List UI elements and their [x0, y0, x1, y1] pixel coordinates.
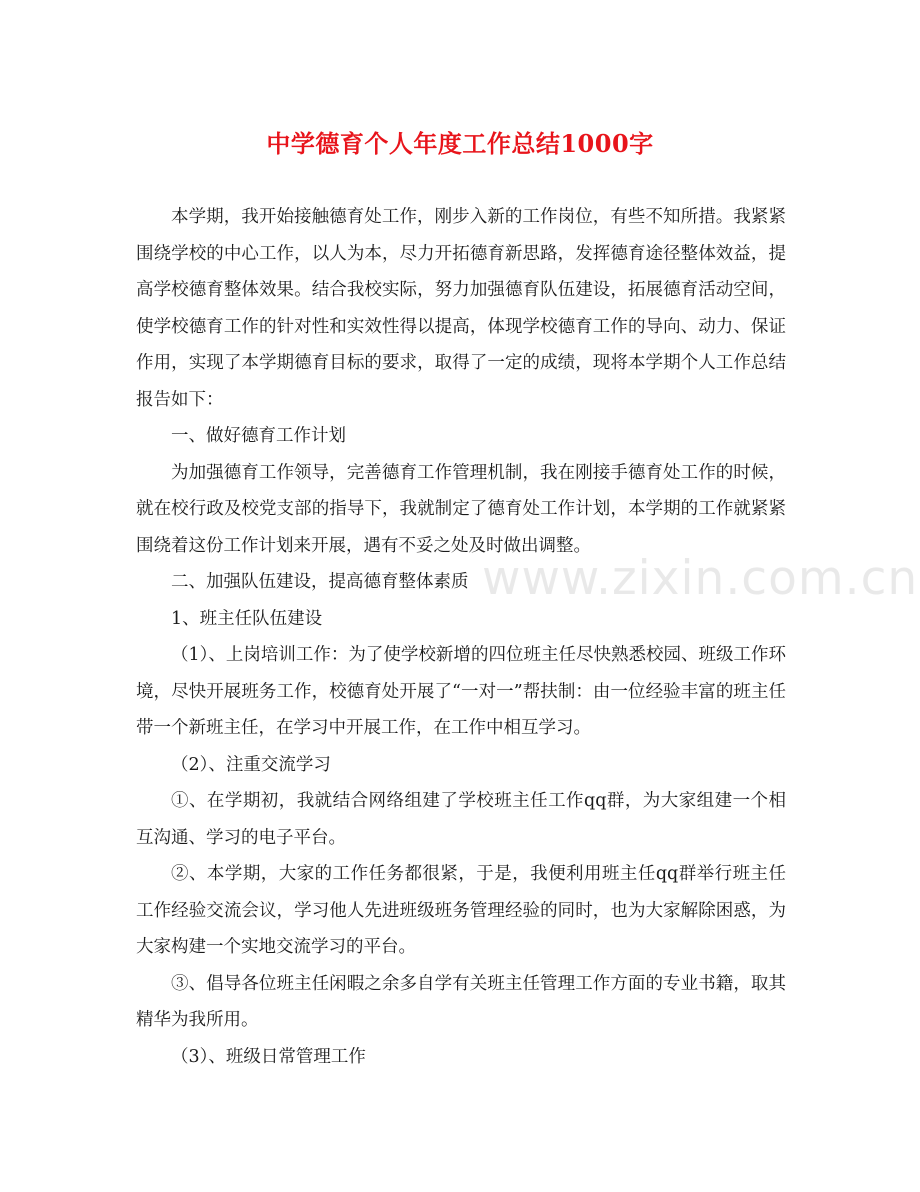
paragraph-point-3: ③、倡导各位班主任闲暇之余多自学有关班主任管理工作方面的专业书籍，取其精华为我所用。 [136, 973, 786, 1030]
heading-section-1: 一、做好德育工作计划 [171, 426, 346, 446]
heading-subsection-1: 1、班主任队伍建设 [171, 608, 323, 629]
paragraph-point-1: ①、在学期初，我就结合网络组建了学校班主任工作qq群，为大家组建一个相互沟通、学习的电子平台。 [136, 791, 786, 848]
paragraph-plan: 为加强德育工作领导，完善德育工作管理机制，我在刚接手德育处工作的时候，就在校行政及校党支部的指导下，我就制定了德育处工作计划，本学期的工作就紧紧围绕着这份工作计划来开展，遇有不妥之处及时做出调整。 [136, 462, 786, 556]
document-title: 中学德育个人年度工作总结1000字 [266, 129, 654, 158]
document-body [136, 199, 786, 1075]
heading-section-2: 二、加强队伍建设，提高德育整体素质 [171, 572, 469, 592]
paragraph-point-2: ②、本学期，大家的工作任务都很紧，于是，我便利用班主任qq群举行班主任工作经验交流会议，学习他人先进班级班务管理经验的同时，也为大家解除困惑，为大家构建一个实地交流学习的平台。 [136, 864, 786, 957]
heading-item-2: （2）、注重交流学习 [171, 754, 331, 775]
paragraph-intro: 本学期，我开始接触德育处工作，刚步入新的工作岗位，有些不知所措。我紧紧围绕学校的中心工作，以人为本，尽力开拓德育新思路，发挥德育途径整体效益，提高学校德育整体效果。结合我校实际，努力加强德育队伍建设，拓展德育活动空间，使学校德育工作的针对性和实效性得以提高，体现学校德育工作的导向、动力、保证作用，实现了本学期德育目标的要求，取得了一定的成绩，现将本学期个人工作总结报告如下： [136, 207, 786, 410]
watermark: www.zixin.com.cn [482, 551, 919, 606]
paragraph-training: （1）、上岗培训工作：为了使学校新增的四位班主任尽快熟悉校园、班级工作环境，尽快开展班务工作，校德育处开展了“一对一”帮扶制：由一位经验丰富的班主任带一个新班主任，在学习中开展工作，在工作中相互学习。 [136, 645, 786, 738]
heading-item-3: （3）、班级日常管理工作 [171, 1046, 366, 1067]
